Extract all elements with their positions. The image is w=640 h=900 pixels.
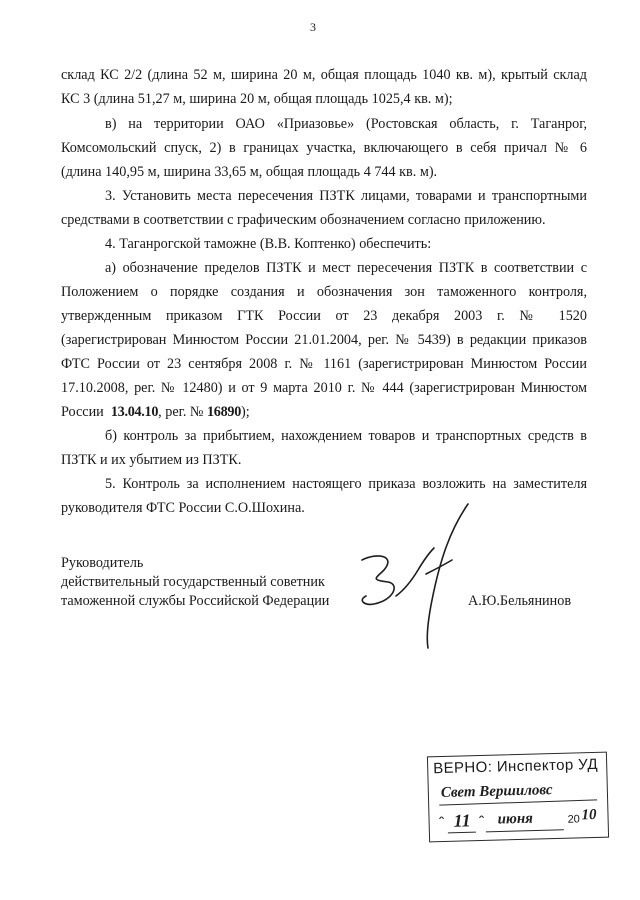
paragraph-line-with-handwriting	[61, 404, 250, 421]
paragraph-line: утвержденным приказом ГТК России от 23 декабря 2003 г. № 1520	[61, 308, 587, 324]
signatory-rank-cont: таможенной службы Российской Федерации	[61, 593, 330, 609]
page-number: 3	[310, 20, 316, 34]
paragraph-line: а) обозначение пределов ПЗТК и мест пересечения ПЗТК в соответствии с	[105, 260, 587, 276]
stamp-handwritten-name: Свет Вершиловс	[440, 782, 553, 802]
paragraph-line: в) на территории ОАО «Приазовье» (Ростовская область, г. Таганрог,	[105, 116, 587, 132]
paragraph-line: склад КС 2/2 (длина 52 м, ширина 20 м, общая площадь 1040 кв. м), крытый склад	[61, 67, 587, 83]
signatory-rank: действительный государственный советник	[61, 574, 325, 590]
handwritten-number: 16890	[207, 404, 241, 420]
line-suffix: );	[241, 404, 250, 420]
signature-stroke	[362, 556, 394, 604]
paragraph-line: б) контроль за прибытием, нахождением товаров и транспортных средств в	[105, 428, 587, 444]
paragraph-line: 3. Установить места пересечения ПЗТК лицами, товарами и транспортными	[105, 188, 587, 204]
paragraph-line: 5. Контроль за исполнением настоящего приказа возложить на заместителя	[105, 476, 587, 492]
paragraph-line: ФТС России от 23 сентября 2008 г. № 1161 (зарегистрирован Минюстом России	[61, 356, 587, 372]
line-prefix: России	[61, 404, 104, 420]
paragraph-line: Положением о порядке создания и обозначения зон таможенного контроля,	[61, 284, 587, 300]
stamp-year: 10	[581, 806, 597, 824]
stamp-title: ВЕРНО: Инспектор УД	[433, 755, 599, 778]
stamp-date-row	[435, 805, 604, 837]
handwritten-date: 13.04.10	[110, 404, 159, 420]
paragraph-line: 4. Таганрогской таможне (В.В. Коптенко) обеспечить:	[105, 236, 432, 252]
signatory-title: Руководитель	[61, 555, 144, 571]
paragraph-line: руководителя ФТС России С.О.Шохина.	[61, 500, 305, 516]
paragraph-line: средствами в соответствии с графическим обозначением согласно приложению.	[61, 212, 546, 228]
paragraph-line: Комсомольский спуск, 2) в границах участка, включающего в себя причал № 6	[61, 140, 587, 156]
handwritten-signature	[300, 500, 470, 650]
signature-stroke	[427, 504, 468, 648]
stamp-day: 11	[453, 810, 471, 831]
stamp-year-prefix: 20	[567, 813, 581, 826]
certification-stamp	[427, 752, 609, 843]
line-middle: , рег. №	[158, 404, 204, 420]
paragraph-line: 17.10.2008, рег. № 12480) и от 9 марта 2010 г. № 444 (зарегистрирован Минюстом	[61, 380, 587, 396]
paragraph-line: (зарегистрирован Минюстом России 21.01.2004, рег. № 5439) в редакции приказов	[61, 332, 587, 348]
paragraph-line: КС 3 (длина 51,27 м, ширина 20 м, общая площадь 1025,4 кв. м);	[61, 91, 453, 107]
paragraph-line: ПЗТК и их убытием из ПЗТК.	[61, 452, 242, 468]
paragraph-line: (длина 140,95 м, ширина 33,65 м, общая площадь 4 744 кв. м).	[61, 164, 438, 180]
stamp-month: июня	[497, 810, 534, 828]
signatory-name: А.Ю.Бельянинов	[468, 593, 572, 609]
